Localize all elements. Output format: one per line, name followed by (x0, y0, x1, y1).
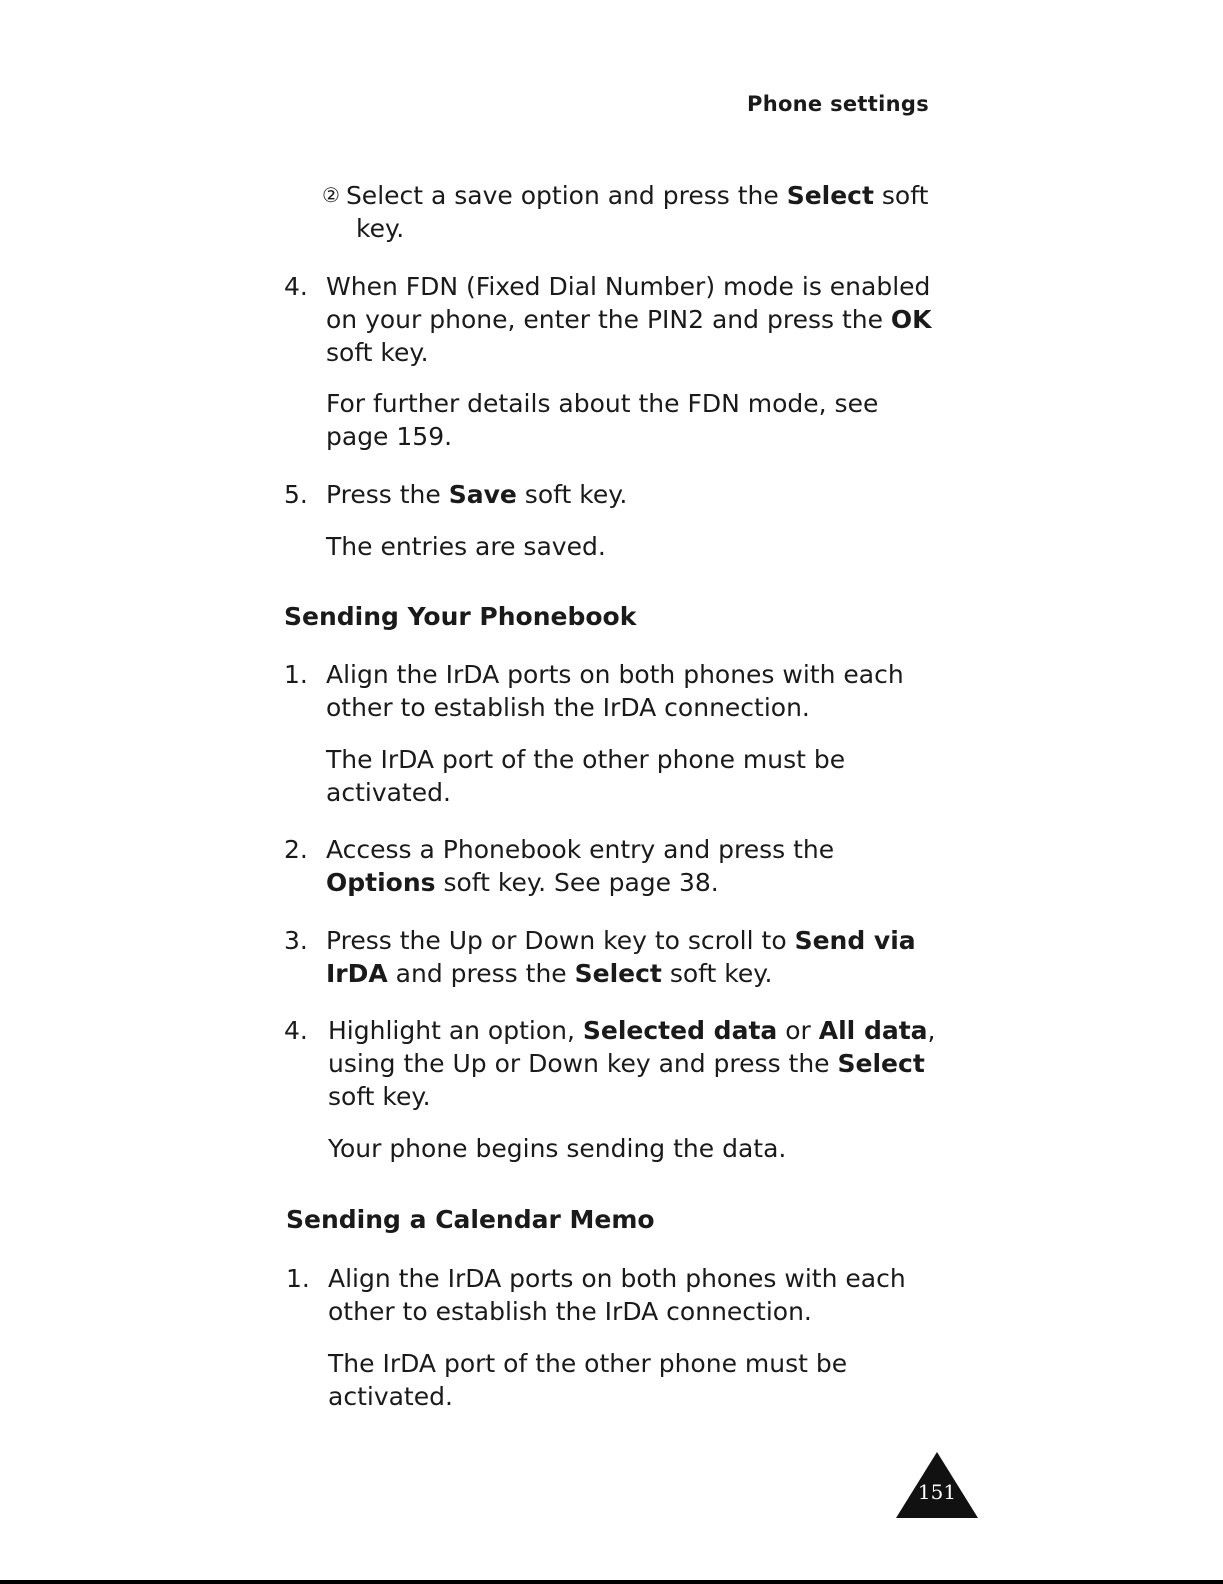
step-note: For further details about the FDN mode, see (326, 389, 879, 418)
sub-step-line-2: key. (356, 214, 405, 243)
step-text: Press the Up or Down key to scroll to Send via (326, 926, 916, 955)
step-number: 3. (284, 926, 308, 955)
step-text: Options soft key. See page 38. (326, 868, 719, 897)
step-text: Access a Phonebook entry and press the (326, 835, 835, 864)
step-note: activated. (328, 1382, 453, 1411)
step-text: on your phone, enter the PIN2 and press the OK (326, 305, 932, 334)
bottom-border (0, 1580, 1223, 1584)
step-note: The entries are saved. (326, 532, 606, 561)
step-note: activated. (326, 778, 451, 807)
step-number: 4. (284, 1016, 308, 1045)
page-number: 151 (917, 1480, 957, 1504)
step-text: Align the IrDA ports on both phones with each (326, 660, 904, 689)
step-text: Highlight an option, Selected data or All data, (328, 1016, 936, 1045)
step-note: Your phone begins sending the data. (328, 1134, 787, 1163)
step-note: page 159. (326, 422, 453, 451)
step-text: other to establish the IrDA connection. (326, 693, 810, 722)
step-text: other to establish the IrDA connection. (328, 1297, 812, 1326)
step-text: using the Up or Down key and press the Select (328, 1049, 925, 1078)
step-note: The IrDA port of the other phone must be (328, 1349, 848, 1378)
step-text: IrDA and press the Select soft key. (326, 959, 773, 988)
step-number: 1. (286, 1264, 310, 1293)
step-text: Align the IrDA ports on both phones with each (328, 1264, 906, 1293)
step-number: 1. (284, 660, 308, 689)
step-text: soft key. (328, 1082, 431, 1111)
step-text: Press the Save soft key. (326, 480, 628, 509)
section-heading: Sending Your Phonebook (284, 602, 637, 631)
step-note: The IrDA port of the other phone must be (326, 745, 846, 774)
section-heading: Sending a Calendar Memo (286, 1205, 655, 1234)
step-number: 2. (284, 835, 308, 864)
step-text: soft key. (326, 338, 429, 367)
circled-number-marker: ② (322, 183, 340, 207)
running-header: Phone settings (747, 92, 929, 116)
sub-step-line-1: ② Select a save option and press the Select soft (322, 181, 929, 210)
step-text: When FDN (Fixed Dial Number) mode is enabled (326, 272, 931, 301)
step-number: 5. (284, 480, 308, 509)
step-number: 4. (284, 272, 308, 301)
